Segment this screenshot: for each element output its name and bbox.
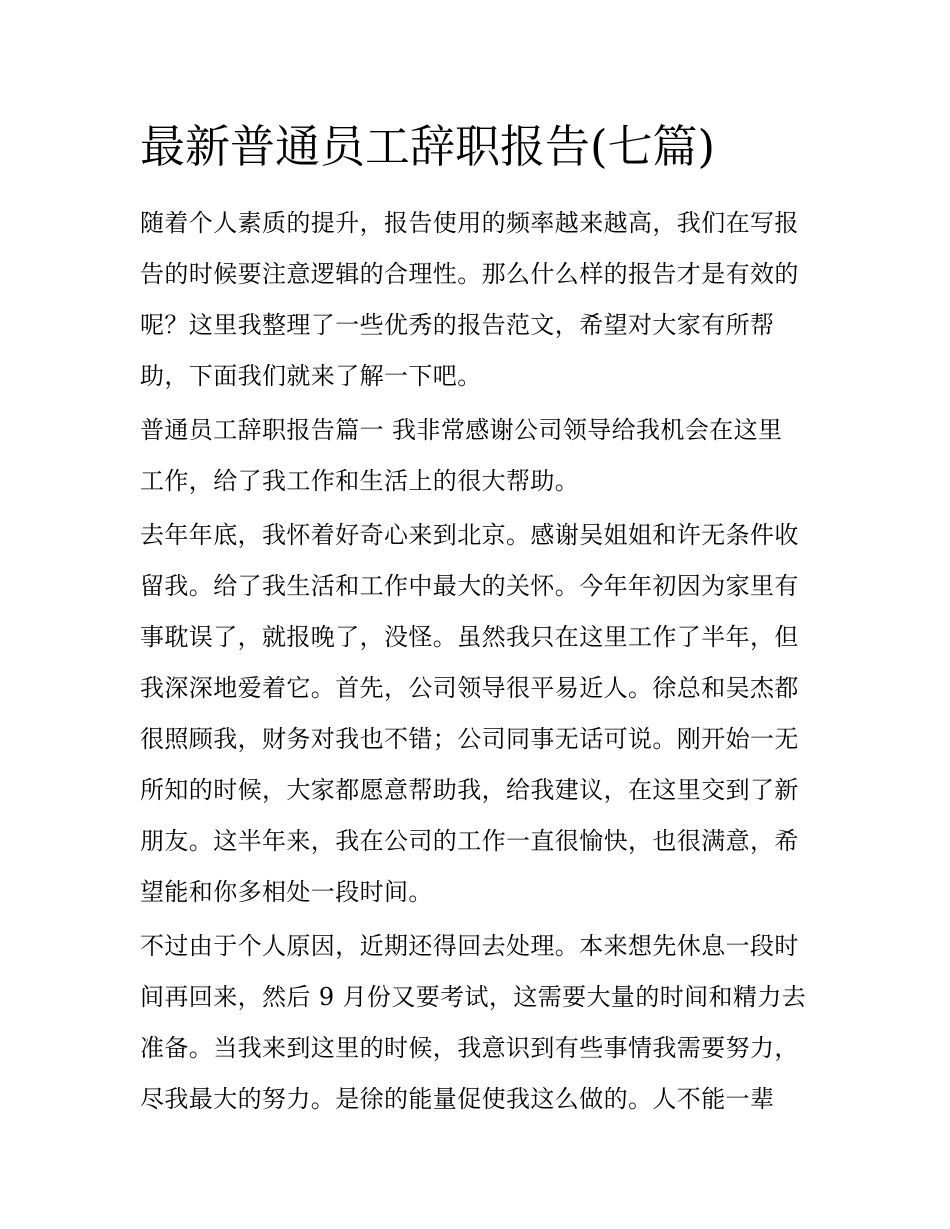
text-line: 准备。当我来到这里的时候，我意识到有些事情我需要努力， <box>140 1034 799 1062</box>
text-line: 很照顾我，财务对我也不错；公司同事无话可说。刚开始一无 <box>140 725 799 753</box>
text-line: 所知的时候，大家都愿意帮助我，给我建议，在这里交到了新 <box>140 776 799 804</box>
document-title: 最新普通员工辞职报告(七篇) <box>140 120 716 173</box>
text-line: 呢？这里我整理了一些优秀的报告范文，希望对大家有所帮 <box>140 311 775 339</box>
text-line: 不过由于个人原因，近期还得回去处理。本来想先休息一段时 <box>140 932 799 960</box>
text-line: 助，下面我们就来了解一下吧。 <box>140 362 482 390</box>
text-line: 事耽误了，就报晚了，没怪。虽然我只在这里工作了半年，但 <box>140 623 799 651</box>
text-line: 告的时候要注意逻辑的合理性。那么什么样的报告才是有效的 <box>140 260 799 288</box>
text-line: 随着个人素质的提升，报告使用的频率越来越高，我们在写报 <box>140 209 799 237</box>
text-line: 留我。给了我生活和工作中最大的关怀。今年年初因为家里有 <box>140 572 799 600</box>
document-body <box>140 198 820 1128</box>
text-line: 工作，给了我工作和生活上的很大帮助。 <box>140 467 580 495</box>
text-line: 间再回来，然后 9 月份又要考试，这需要大量的时间和精力去 <box>140 983 807 1011</box>
text-line: 我深深地爱着它。首先，公司领导很平易近人。徐总和吴杰都 <box>140 674 799 702</box>
text-line: 普通员工辞职报告篇一 我非常感谢公司领导给我机会在这里 <box>140 416 783 444</box>
text-line: 去年年底，我怀着好奇心来到北京。感谢吴姐姐和许无条件收 <box>140 521 799 549</box>
paragraph-experience <box>140 510 820 918</box>
text-line: 朋友。这半年来，我在公司的工作一直很愉快，也很满意，希 <box>140 827 799 855</box>
text-line: 尽我最大的努力。是徐的能量促使我这么做的。人不能一辈 <box>140 1085 775 1113</box>
paragraph-intro <box>140 198 820 402</box>
text-line: 望能和你多相处一段时间。 <box>140 878 433 906</box>
paragraph-section-one-heading <box>140 405 820 507</box>
paragraph-reason <box>140 921 820 1125</box>
